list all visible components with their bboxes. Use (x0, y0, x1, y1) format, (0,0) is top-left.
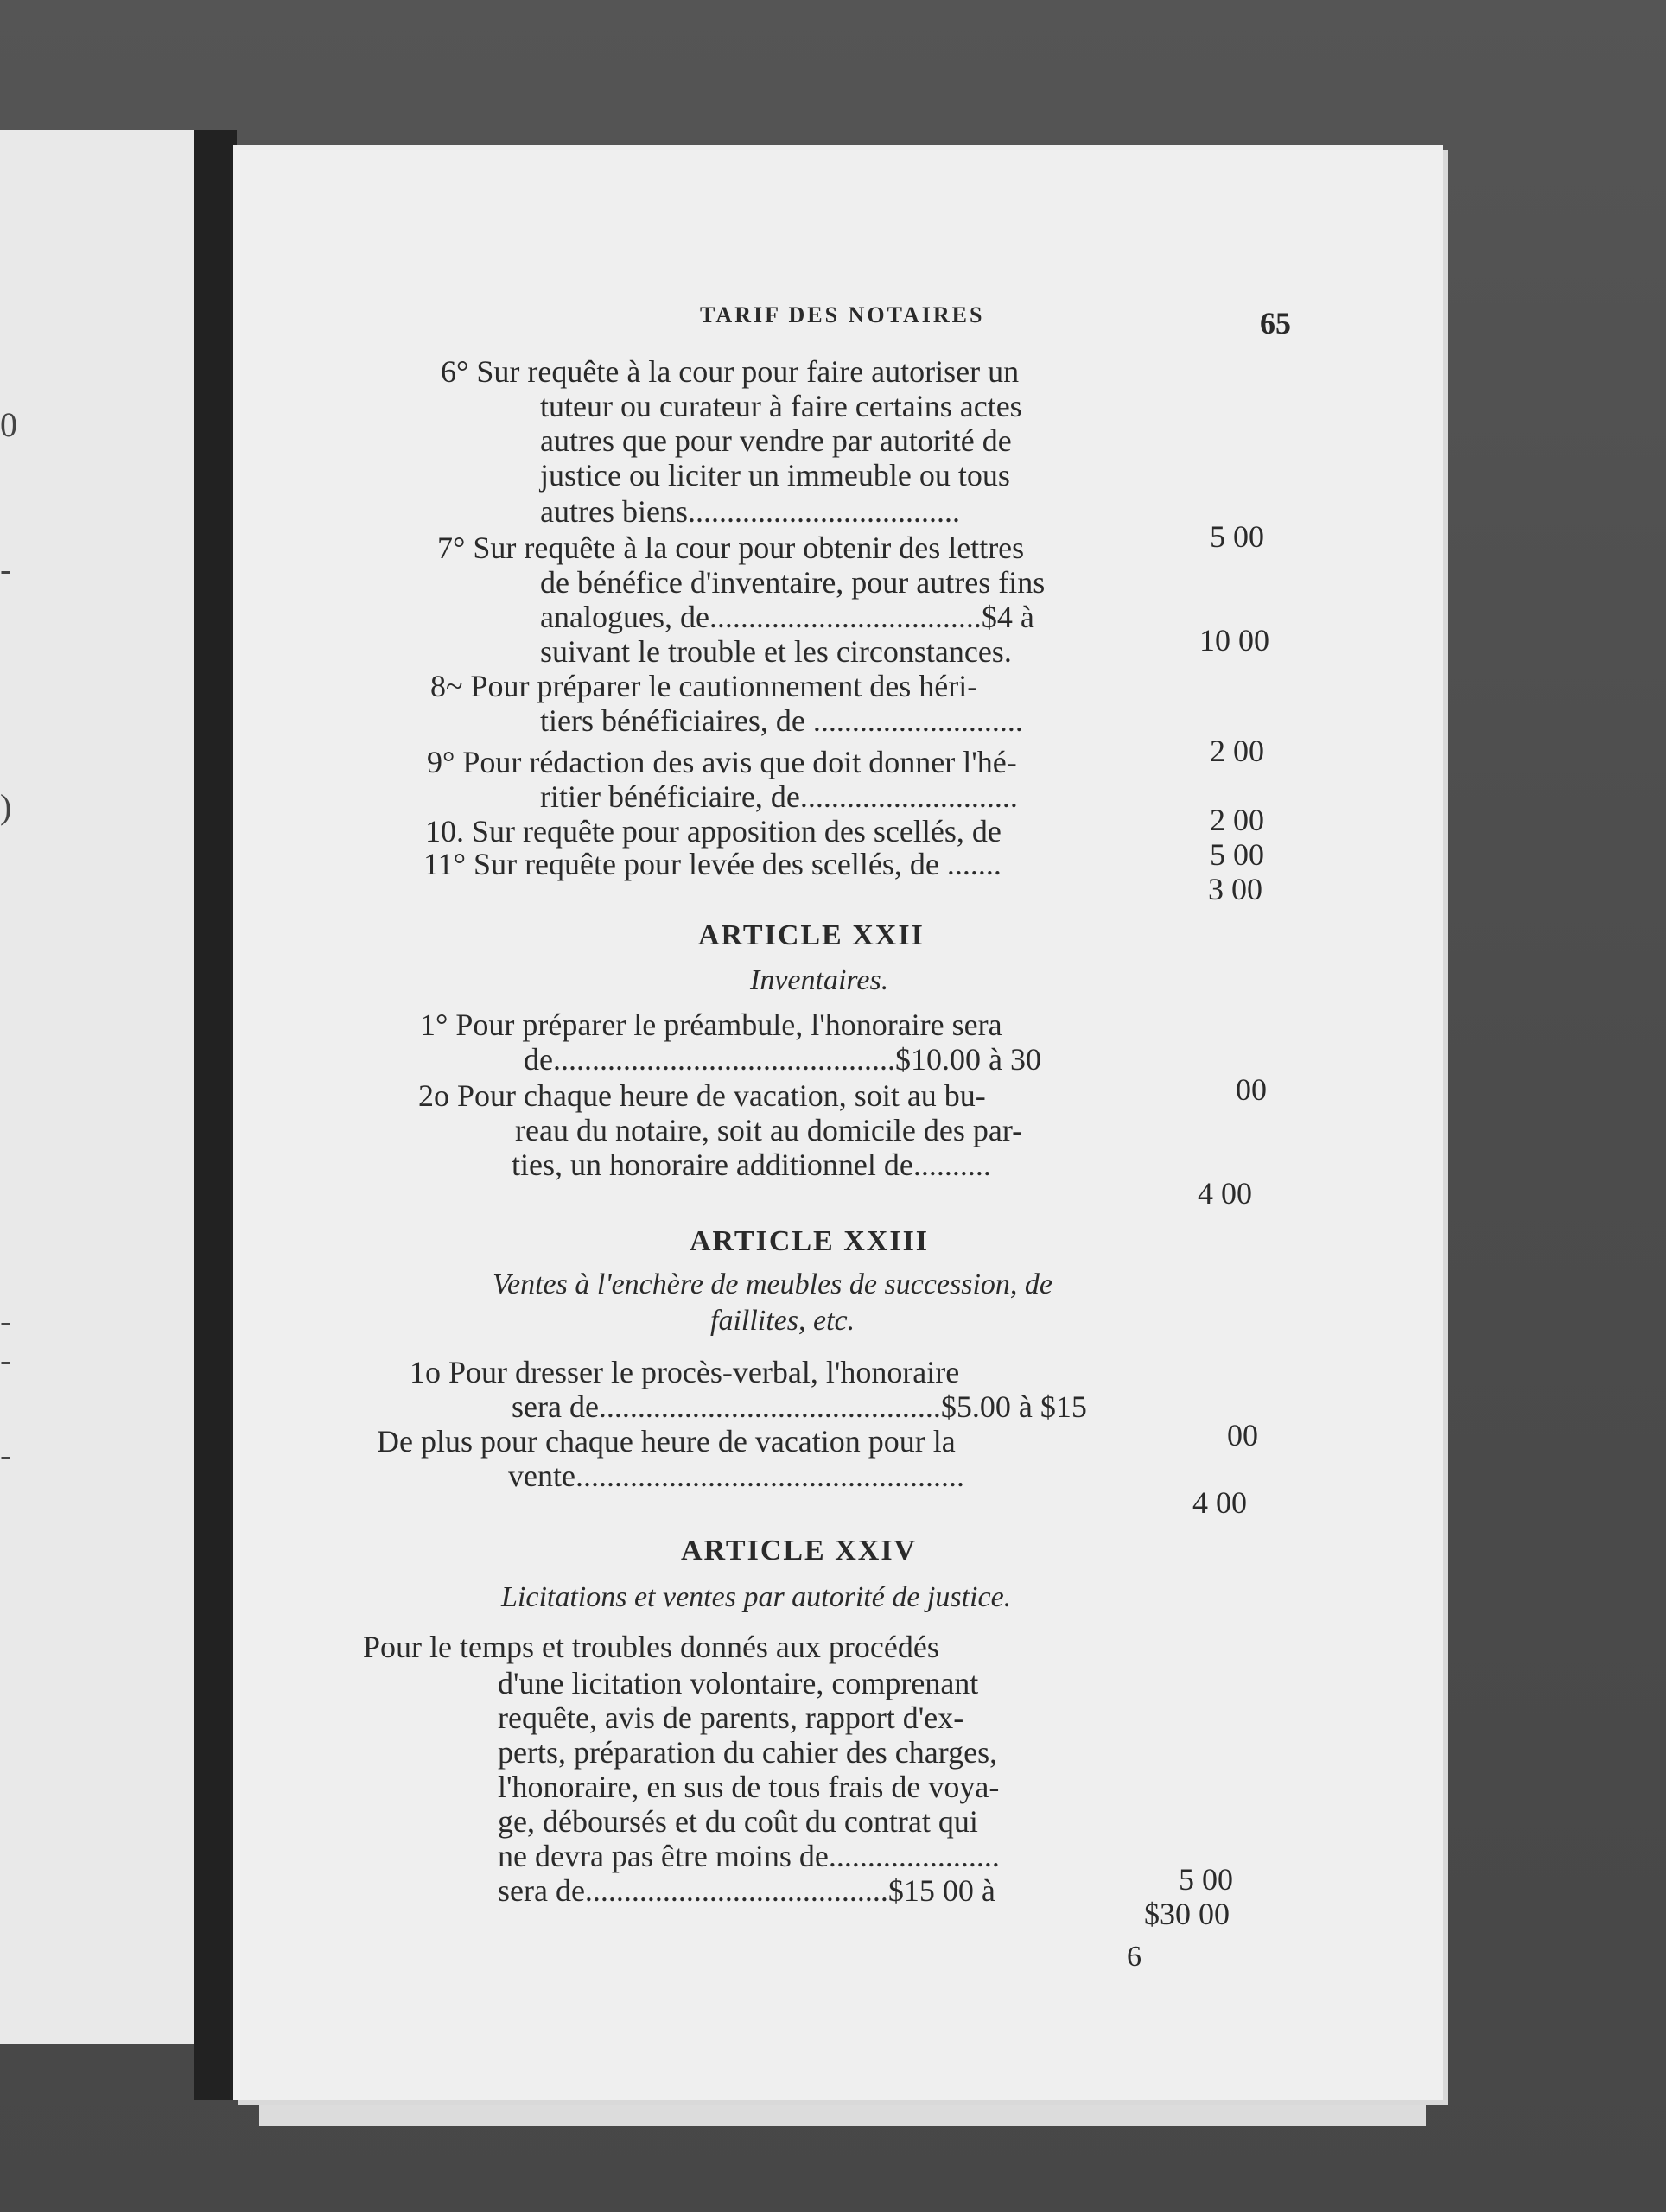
article-22-item-1-fee: 00 (1236, 1072, 1267, 1107)
item-11-fee: 3 00 (1208, 872, 1262, 906)
article-23-subtitle-line: faillites, etc. (710, 1305, 855, 1337)
article-24-line: Pour le temps et troubles donnés aux procédés (363, 1630, 939, 1664)
left-page-fragment: - (0, 550, 12, 588)
left-page-fragment: - (0, 1301, 12, 1340)
article-24-fee-1: 5 00 (1179, 1862, 1233, 1897)
article-24-line: requête, avis de parents, rapport d'ex- (498, 1700, 964, 1735)
item-7-fee: 10 00 (1199, 623, 1269, 658)
item-7-line: de bénéfice d'inventaire, pour autres fins (540, 565, 1046, 600)
article-22-item-2-line: ties, un honoraire additionnel de.......... (512, 1147, 991, 1182)
item-6-fee: 5 00 (1210, 519, 1264, 554)
article-23-item-2-line: vente.................................................. (508, 1459, 964, 1493)
item-6-line: tuteur ou curateur à faire certains actes (540, 389, 1022, 423)
article-22-title: ARTICLE XXII (698, 919, 925, 951)
article-22-item-2-fee: 4 00 (1198, 1176, 1252, 1211)
article-23-item-2-line: De plus pour chaque heure de vacation pour la (377, 1424, 956, 1459)
signature-mark: 6 (1127, 1941, 1141, 1973)
book-gutter (194, 130, 237, 2100)
article-23-item-1-line: 1o Pour dresser le procès-verbal, l'honoraire (410, 1355, 960, 1389)
article-24-line: ge, déboursés et du coût du contrat qui (498, 1804, 978, 1839)
article-24-line: perts, préparation du cahier des charges, (498, 1735, 998, 1770)
item-9-line: ritier bénéficiaire, de............................ (540, 779, 1018, 814)
left-page-fragment: ) (0, 787, 12, 826)
left-page-fragment: 0 (0, 405, 17, 444)
article-24-line: l'honoraire, en sus de tous frais de voya- (498, 1770, 1000, 1804)
item-6-line: autres biens................................... (540, 494, 960, 529)
item-6-line: 6° Sur requête à la cour pour faire autoriser un (441, 354, 1020, 389)
item-8-fee: 2 00 (1210, 734, 1264, 768)
item-7-line: 7° Sur requête à la cour pour obtenir des lettres (437, 531, 1025, 565)
article-22-item-2-line: 2o Pour chaque heure de vacation, soit au bu- (418, 1078, 986, 1113)
item-9-line: 9° Pour rédaction des avis que doit donner l'hé- (427, 745, 1017, 779)
article-22-item-1-line: de............................................$10.00 à 30 (524, 1042, 1041, 1077)
running-head: TARIF DES NOTAIRES (700, 302, 985, 327)
item-10-fee: 5 00 (1210, 837, 1264, 872)
item-7-line: analogues, de...................................$4 à (540, 600, 1034, 634)
article-23-subtitle-line: Ventes à l'enchère de meubles de succession, de (493, 1268, 1053, 1300)
article-22-item-1-line: 1° Pour préparer le préambule, l'honoraire sera (420, 1007, 1002, 1042)
item-6-line: justice ou liciter un immeuble ou tous (540, 458, 1010, 493)
article-24-line: d'une licitation volontaire, comprenant (498, 1666, 979, 1700)
item-6-line: autres que pour vendre par autorité de (540, 423, 1012, 458)
book-page (233, 145, 1443, 2100)
article-24-subtitle: Licitations et ventes par autorité de justice. (501, 1581, 1012, 1613)
article-24-line: ne devra pas être moins de...................... (498, 1839, 1000, 1873)
item-10-line: 10. Sur requête pour apposition des scellés, de (425, 814, 1002, 849)
article-24-line: sera de.......................................$15 00 à (498, 1873, 995, 1908)
item-9-fee: 2 00 (1210, 803, 1264, 837)
article-24-fee-2: $30 00 (1144, 1897, 1230, 1931)
article-23-item-2-fee: 4 00 (1192, 1485, 1247, 1520)
article-23-item-1-fee: 00 (1227, 1418, 1258, 1452)
item-11-line: 11° Sur requête pour levée des scellés, de ....... (423, 847, 1002, 881)
item-7-line: suivant le trouble et les circonstances. (540, 634, 1012, 669)
article-22-subtitle: Inventaires. (750, 964, 889, 996)
article-24-title: ARTICLE XXIV (681, 1535, 918, 1567)
item-8-line: tiers bénéficiaires, de ........................... (540, 703, 1023, 738)
left-page-fragment: - (0, 1340, 12, 1379)
left-page-edge (0, 130, 194, 2044)
item-8-line: 8~ Pour préparer le cautionnement des héri- (430, 669, 978, 703)
article-23-title: ARTICLE XXIII (690, 1225, 930, 1257)
left-page-fragment: - (0, 1435, 12, 1474)
article-23-item-1-line: sera de............................................$5.00 à $15 (512, 1389, 1087, 1424)
page-number: 65 (1260, 306, 1291, 340)
article-22-item-2-line: reau du notaire, soit au domicile des par- (515, 1113, 1023, 1147)
